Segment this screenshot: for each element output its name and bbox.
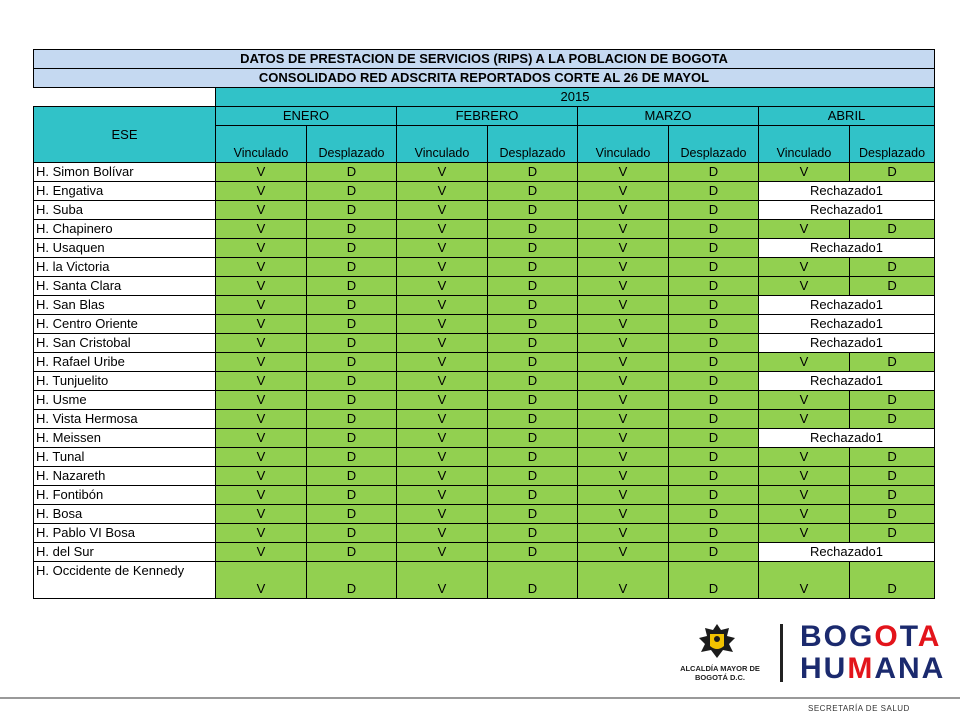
vinculado-cell: V — [578, 296, 669, 315]
vinculado-cell: V — [397, 372, 488, 391]
vinculado-cell: V — [216, 543, 307, 562]
desplazado-cell: D — [307, 429, 397, 448]
desplazado-cell: D — [307, 277, 397, 296]
vinculado-cell: V — [759, 486, 850, 505]
vinculado-cell: V — [759, 524, 850, 543]
desplazado-cell: D — [669, 391, 759, 410]
vinculado-cell: V — [578, 315, 669, 334]
rechazado-cell: Rechazado1 — [759, 296, 935, 315]
desplazado-cell: D — [850, 562, 935, 599]
subheader-vinculado: Vinculado — [216, 126, 307, 163]
desplazado-cell: D — [669, 505, 759, 524]
vinculado-cell: V — [397, 448, 488, 467]
ese-name-cell: H. Tunjuelito — [34, 372, 216, 391]
desplazado-cell: D — [850, 391, 935, 410]
ese-name-cell: H. la Victoria — [34, 258, 216, 277]
desplazado-cell: D — [850, 486, 935, 505]
vinculado-cell: V — [578, 467, 669, 486]
vinculado-cell: V — [759, 220, 850, 239]
desplazado-cell: D — [307, 296, 397, 315]
desplazado-cell: D — [850, 410, 935, 429]
vinculado-cell: V — [759, 467, 850, 486]
ese-name-cell: H. San Blas — [34, 296, 216, 315]
vinculado-cell: V — [216, 410, 307, 429]
table-row — [34, 315, 935, 334]
vinculado-cell: V — [578, 372, 669, 391]
desplazado-cell: D — [307, 315, 397, 334]
ese-name-cell: H. Tunal — [34, 448, 216, 467]
desplazado-cell: D — [669, 467, 759, 486]
table-row — [34, 524, 935, 543]
table-row — [34, 543, 935, 562]
ese-name-cell: H. San Cristobal — [34, 334, 216, 353]
desplazado-cell: D — [669, 543, 759, 562]
desplazado-cell: D — [307, 182, 397, 201]
desplazado-cell: D — [669, 334, 759, 353]
year-header: 2015 — [216, 88, 935, 107]
desplazado-cell: D — [669, 201, 759, 220]
subheader-desplazado: Desplazado — [488, 126, 578, 163]
vinculado-cell: V — [216, 277, 307, 296]
desplazado-cell: D — [488, 562, 578, 599]
table-row — [34, 410, 935, 429]
vinculado-cell: V — [216, 429, 307, 448]
table-row — [34, 429, 935, 448]
vinculado-cell: V — [397, 353, 488, 372]
desplazado-cell: D — [307, 201, 397, 220]
desplazado-cell: D — [307, 467, 397, 486]
ese-name-cell: H. Chapinero — [34, 220, 216, 239]
vinculado-cell: V — [397, 505, 488, 524]
desplazado-cell: D — [850, 353, 935, 372]
desplazado-cell: D — [488, 543, 578, 562]
vinculado-cell: V — [216, 163, 307, 182]
rechazado-cell: Rechazado1 — [759, 315, 935, 334]
desplazado-cell: D — [488, 467, 578, 486]
table-row — [34, 182, 935, 201]
vinculado-cell: V — [578, 201, 669, 220]
table-row — [34, 239, 935, 258]
vinculado-cell: V — [216, 505, 307, 524]
blank-corner — [34, 88, 216, 107]
subheader-vinculado: Vinculado — [759, 126, 850, 163]
secretaria-label: SECRETARÍA DE SALUD — [808, 704, 910, 713]
desplazado-cell: D — [488, 391, 578, 410]
desplazado-cell: D — [669, 258, 759, 277]
desplazado-cell: D — [488, 410, 578, 429]
table-row — [34, 334, 935, 353]
desplazado-cell: D — [669, 315, 759, 334]
vinculado-cell: V — [578, 562, 669, 599]
table-row — [34, 258, 935, 277]
vinculado-cell: V — [397, 277, 488, 296]
desplazado-cell: D — [488, 353, 578, 372]
desplazado-cell: D — [850, 505, 935, 524]
desplazado-cell: D — [488, 524, 578, 543]
desplazado-cell: D — [669, 410, 759, 429]
vinculado-cell: V — [397, 315, 488, 334]
desplazado-cell: D — [669, 163, 759, 182]
vinculado-cell: V — [216, 467, 307, 486]
vinculado-cell: V — [759, 505, 850, 524]
vinculado-cell: V — [397, 410, 488, 429]
vinculado-cell: V — [759, 410, 850, 429]
desplazado-cell: D — [669, 220, 759, 239]
vinculado-cell: V — [397, 391, 488, 410]
vinculado-cell: V — [578, 410, 669, 429]
vinculado-cell: V — [216, 296, 307, 315]
desplazado-cell: D — [669, 524, 759, 543]
month-header-marzo: MARZO — [578, 107, 759, 126]
desplazado-cell: D — [669, 182, 759, 201]
vinculado-cell: V — [759, 163, 850, 182]
ese-name-cell: H. Occidente de Kennedy — [34, 562, 216, 599]
vinculado-cell: V — [397, 486, 488, 505]
logo-divider — [780, 624, 783, 682]
desplazado-cell: D — [307, 372, 397, 391]
desplazado-cell: D — [488, 505, 578, 524]
vinculado-cell: V — [397, 429, 488, 448]
month-header-abril: ABRIL — [759, 107, 935, 126]
desplazado-cell: D — [488, 277, 578, 296]
vinculado-cell: V — [759, 258, 850, 277]
vinculado-cell: V — [397, 220, 488, 239]
desplazado-cell: D — [488, 429, 578, 448]
vinculado-cell: V — [578, 448, 669, 467]
vinculado-cell: V — [216, 524, 307, 543]
vinculado-cell: V — [216, 258, 307, 277]
table-row — [34, 486, 935, 505]
bogota-crest-icon — [695, 622, 739, 660]
rechazado-cell: Rechazado1 — [759, 239, 935, 258]
desplazado-cell: D — [488, 486, 578, 505]
desplazado-cell: D — [488, 163, 578, 182]
vinculado-cell: V — [759, 562, 850, 599]
vinculado-cell: V — [397, 543, 488, 562]
vinculado-cell: V — [578, 163, 669, 182]
desplazado-cell: D — [307, 239, 397, 258]
vinculado-cell: V — [759, 391, 850, 410]
logos-area — [680, 620, 946, 692]
desplazado-cell: D — [850, 163, 935, 182]
vinculado-cell: V — [397, 467, 488, 486]
ese-name-cell: H. Simon Bolívar — [34, 163, 216, 182]
vinculado-cell: V — [397, 182, 488, 201]
rips-table — [33, 49, 935, 599]
desplazado-cell: D — [669, 429, 759, 448]
desplazado-cell: D — [669, 562, 759, 599]
subheader-desplazado: Desplazado — [850, 126, 935, 163]
vinculado-cell: V — [397, 562, 488, 599]
footer-line — [0, 697, 960, 699]
vinculado-cell: V — [397, 163, 488, 182]
ese-name-cell: H. Vista Hermosa — [34, 410, 216, 429]
alcaldia-label: ALCALDÍA MAYOR DE BOGOTÁ D.C. — [680, 664, 760, 682]
vinculado-cell: V — [578, 524, 669, 543]
rechazado-cell: Rechazado1 — [759, 372, 935, 391]
vinculado-cell: V — [578, 258, 669, 277]
vinculado-cell: V — [216, 486, 307, 505]
table-row — [34, 505, 935, 524]
desplazado-cell: D — [488, 258, 578, 277]
vinculado-cell: V — [216, 391, 307, 410]
rechazado-cell: Rechazado1 — [759, 429, 935, 448]
table-row — [34, 353, 935, 372]
table-row — [34, 467, 935, 486]
desplazado-cell: D — [307, 486, 397, 505]
rechazado-cell: Rechazado1 — [759, 334, 935, 353]
ese-name-cell: H. Suba — [34, 201, 216, 220]
vinculado-cell: V — [397, 239, 488, 258]
ese-name-cell: H. Rafael Uribe — [34, 353, 216, 372]
vinculado-cell: V — [216, 353, 307, 372]
desplazado-cell: D — [850, 448, 935, 467]
subheader-vinculado: Vinculado — [578, 126, 669, 163]
ese-name-cell: H. Santa Clara — [34, 277, 216, 296]
desplazado-cell: D — [307, 163, 397, 182]
rechazado-cell: Rechazado1 — [759, 543, 935, 562]
month-header-enero: ENERO — [216, 107, 397, 126]
vinculado-cell: V — [759, 448, 850, 467]
ese-name-cell: H. Bosa — [34, 505, 216, 524]
table-row — [34, 163, 935, 182]
ese-name-cell: H. Usaquen — [34, 239, 216, 258]
table-row — [34, 372, 935, 391]
desplazado-cell: D — [669, 296, 759, 315]
table-row — [34, 448, 935, 467]
vinculado-cell: V — [759, 277, 850, 296]
desplazado-cell: D — [488, 201, 578, 220]
ese-header: ESE — [34, 107, 216, 163]
vinculado-cell: V — [216, 372, 307, 391]
desplazado-cell: D — [850, 467, 935, 486]
ese-name-cell: H. Nazareth — [34, 467, 216, 486]
ese-name-cell: H. Fontibón — [34, 486, 216, 505]
desplazado-cell: D — [669, 486, 759, 505]
desplazado-cell: D — [488, 182, 578, 201]
vinculado-cell: V — [216, 182, 307, 201]
ese-name-cell: H. Centro Oriente — [34, 315, 216, 334]
desplazado-cell: D — [307, 410, 397, 429]
humana-wordmark: HUMANA — [800, 652, 946, 685]
desplazado-cell: D — [307, 391, 397, 410]
ese-name-cell: H. Engativa — [34, 182, 216, 201]
desplazado-cell: D — [669, 353, 759, 372]
vinculado-cell: V — [216, 201, 307, 220]
desplazado-cell: D — [307, 334, 397, 353]
vinculado-cell: V — [216, 562, 307, 599]
vinculado-cell: V — [397, 524, 488, 543]
bogota-wordmark: BOGOTA — [800, 620, 942, 653]
vinculado-cell: V — [216, 315, 307, 334]
desplazado-cell: D — [488, 448, 578, 467]
desplazado-cell: D — [307, 562, 397, 599]
ese-name-cell: H. del Sur — [34, 543, 216, 562]
table-title-line1: DATOS DE PRESTACION DE SERVICIOS (RIPS) A LA POBLACION DE BOGOTA — [34, 50, 935, 69]
vinculado-cell: V — [759, 353, 850, 372]
desplazado-cell: D — [488, 239, 578, 258]
desplazado-cell: D — [307, 505, 397, 524]
vinculado-cell: V — [578, 543, 669, 562]
vinculado-cell: V — [578, 182, 669, 201]
vinculado-cell: V — [578, 334, 669, 353]
subheader-vinculado: Vinculado — [397, 126, 488, 163]
vinculado-cell: V — [397, 296, 488, 315]
vinculado-cell: V — [578, 353, 669, 372]
desplazado-cell: D — [307, 220, 397, 239]
vinculado-cell: V — [397, 258, 488, 277]
table-title-line2: CONSOLIDADO RED ADSCRITA REPORTADOS CORTE AL 26 DE MAYOL — [34, 69, 935, 88]
subheader-desplazado: Desplazado — [307, 126, 397, 163]
desplazado-cell: D — [669, 448, 759, 467]
vinculado-cell: V — [578, 391, 669, 410]
desplazado-cell: D — [307, 543, 397, 562]
desplazado-cell: D — [307, 258, 397, 277]
desplazado-cell: D — [669, 372, 759, 391]
table-row — [34, 391, 935, 410]
desplazado-cell: D — [850, 258, 935, 277]
table-row — [34, 201, 935, 220]
desplazado-cell: D — [669, 277, 759, 296]
vinculado-cell: V — [397, 201, 488, 220]
ese-name-cell: H. Meissen — [34, 429, 216, 448]
rechazado-cell: Rechazado1 — [759, 201, 935, 220]
rechazado-cell: Rechazado1 — [759, 182, 935, 201]
desplazado-cell: D — [488, 372, 578, 391]
table-row — [34, 296, 935, 315]
desplazado-cell: D — [488, 296, 578, 315]
desplazado-cell: D — [488, 220, 578, 239]
vinculado-cell: V — [578, 277, 669, 296]
desplazado-cell: D — [669, 239, 759, 258]
ese-name-cell: H. Usme — [34, 391, 216, 410]
vinculado-cell: V — [216, 334, 307, 353]
vinculado-cell: V — [216, 448, 307, 467]
desplazado-cell: D — [307, 524, 397, 543]
vinculado-cell: V — [578, 220, 669, 239]
ese-name-cell: H. Pablo VI Bosa — [34, 524, 216, 543]
vinculado-cell: V — [578, 486, 669, 505]
month-header-febrero: FEBRERO — [397, 107, 578, 126]
vinculado-cell: V — [216, 220, 307, 239]
desplazado-cell: D — [488, 334, 578, 353]
subheader-desplazado: Desplazado — [669, 126, 759, 163]
table-row — [34, 277, 935, 296]
vinculado-cell: V — [578, 239, 669, 258]
desplazado-cell: D — [850, 277, 935, 296]
vinculado-cell: V — [397, 334, 488, 353]
table-row — [34, 220, 935, 239]
vinculado-cell: V — [578, 429, 669, 448]
vinculado-cell: V — [578, 505, 669, 524]
table-row — [34, 562, 935, 599]
desplazado-cell: D — [850, 220, 935, 239]
desplazado-cell: D — [307, 353, 397, 372]
desplazado-cell: D — [850, 524, 935, 543]
vinculado-cell: V — [216, 239, 307, 258]
desplazado-cell: D — [307, 448, 397, 467]
desplazado-cell: D — [488, 315, 578, 334]
